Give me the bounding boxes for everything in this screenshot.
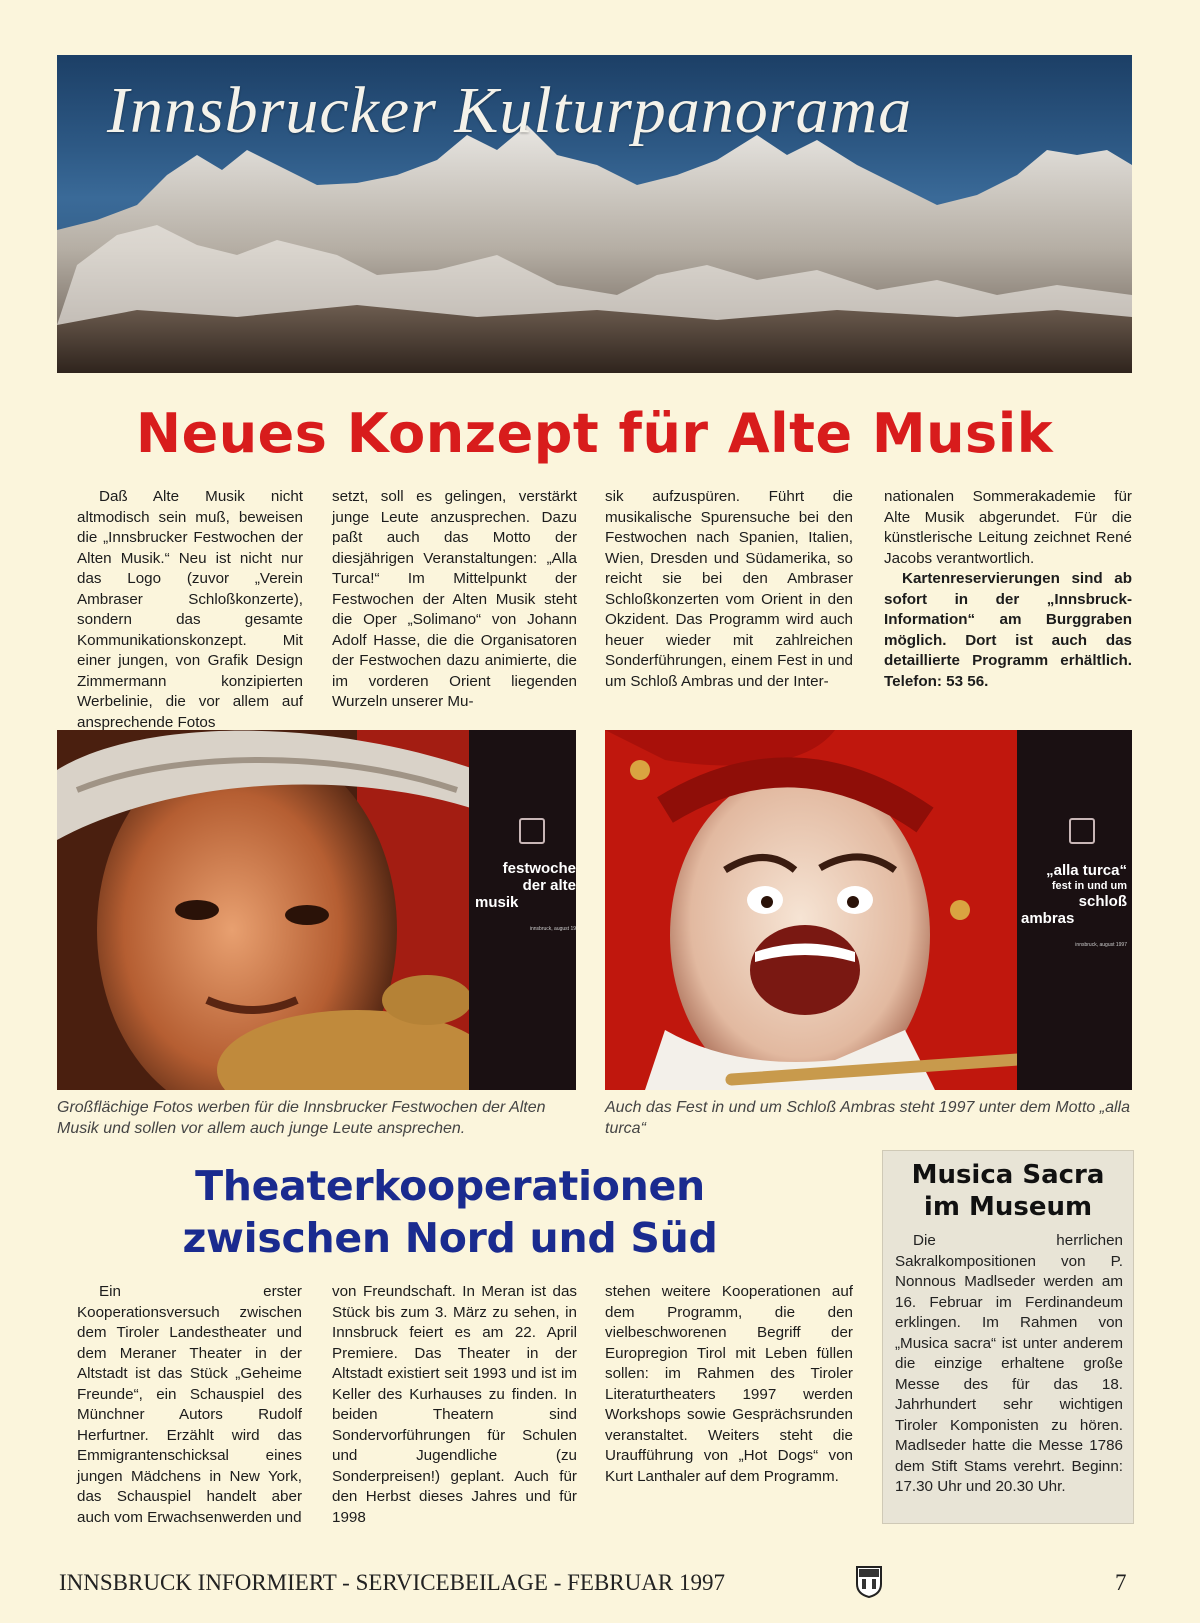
article-column: Ein erster Kooperationsversuch zwischen dem Tiroler Landestheater und dem Meraner Theater in der Altstadt ist das Stück „Geheime Freunde“, ein Schauspiel des Münchner Autors Rudolf Herfurtner. Erzählt wird das Emmigrantenschicksal eines jungen Mädchens in New York, das Schauspiel handelt aber auch vom Erwachsenwerden und: [77, 1283, 302, 1526]
festival-logo-icon: [519, 818, 545, 844]
poster-panel: festwoche der alte musik innsbruck, august 19: [469, 730, 576, 1090]
photo-alla-turca-poster: [605, 730, 1132, 1090]
article-column: Daß Alte Musik nicht altmodisch sein muß, beweisen die „Innsbrucker Festwochen der Alten Musik.“ Neu ist nicht nur das Logo (zuvor „Verein Ambraser Schloßkonzerte), sondern das gesamte Kommunikationskonzept. Mit einer jungen, von Grafik Design Zimmermann konzipierten Werbelinie, die vor allem auf ansprechende Fotos: [77, 488, 303, 731]
article-headline: Theaterkooperationen zwischen Nord und Süd: [182, 1162, 718, 1262]
sidebar-body: Die herrlichen Sakralkompositionen von P. Nonnous Madlseder werden am 16. Februar im Ferdinandeum erklingen. Im Rahmen von „Musica sacra“ ist unter anderem die einzige erhaltene große Messe des für das 18. Jahrhundert sehr wichtigen Tiroler Komponisten zu hören. Madlseder hatte die Messe 1786 dem Stift Stams verehrt. Beginn: 17.30 Uhr und 20.30 Uhr.: [895, 1232, 1123, 1495]
banner-title: Innsbrucker Kulturpanorama: [107, 74, 913, 147]
poster-panel: „alla turca“ fest in und um schloß ambras innsbruck, august 1997: [1017, 730, 1132, 1090]
article-column: nationalen Sommerakademie für Alte Musik abgerundet. Für die künstlerische Leitung zeichnet René Jacobs verantwortlich. Kartenreservierungen sind ab sofort in der „Innsbruck-Information“ am Burggraben möglich. Dort ist auch das detaillierte Programm erhältlich. Telefon: 53 56.: [884, 487, 1132, 692]
article-column: sik aufzuspüren. Führt die musikalische Spurensuche bei den Festwochen nach Spanien, Italien, Wien, Dresden und Südamerika, so reicht sie bei den Ambraser Schloßkonzerten vom Orient in den Okzident. Das Programm wird auch heuer wieder mit zahlreichen Sonderführungen, einem Fest in und um Schloß Ambras und der Inter-: [605, 488, 853, 690]
page-number: 7: [1115, 1570, 1127, 1595]
sidebar-box: [882, 1150, 1134, 1524]
photo-festwochen-poster: [57, 730, 576, 1090]
festival-logo-icon: [1069, 818, 1095, 844]
city-crest-icon: [856, 1566, 882, 1598]
article-column: stehen weitere Kooperationen auf dem Programm, die den vielbeschworenen Begriff der Europregion Tirol mit Leben füllen sollen: im Rahmen des Tiroler Literaturtheaters 1997 werden Workshops sowie Gesprächsrunden veranstaltet. Weiters steht die Uraufführung von „Hot Dogs“ von Kurt Lanthaler auf dem Programm.: [605, 1283, 853, 1485]
article-column: von Freundschaft. In Meran ist das Stück bis zum 3. März zu sehen, in Innsbruck feiert es am 22. April Premiere. Das Theater in der Altstadt existiert seit 1993 und ist im Keller des Kurhauses zu finden. In beiden Theatern sind Sondervorführungen für Schulen und Jugendliche (zu Sonderpreisen!) geplant. Auch für den Herbst dieses Jahres und für 1998: [332, 1283, 577, 1526]
article-column: setzt, soll es gelingen, verstärkt junge Leute anzusprechen. Dazu paßt auch das Motto der diesjährigen Veranstaltungen: „Alla Turca!“ Im Mittelpunkt der Festwochen der Alten Musik steht die Oper „Solimano“ von Johann Adolf Hasse, die die Organisatoren der Festwochen dazu animierte, die im vorderen Orient liegenden Wurzeln unserer Mu-: [332, 488, 577, 710]
banner-image: [57, 55, 1132, 373]
sidebar-title: Musica Sacra im Museum: [911, 1160, 1105, 1222]
photo-caption: Auch das Fest in und um Schloß Ambras steht 1997 unter dem Motto „alla turca“: [605, 1099, 1130, 1137]
article-headline: Neues Konzept für Alte Musik: [135, 402, 1054, 465]
footer-publication: INNSBRUCK INFORMIERT - SERVICEBEILAGE - FEBRUAR 1997: [59, 1570, 725, 1595]
ticket-info: Kartenreservierungen sind ab sofort in der „Innsbruck-Information“ am Burggraben möglich. Dort ist auch das detaillierte Programm erhältlich. Telefon: 53 56.: [884, 570, 1132, 690]
photo-caption: Großflächige Fotos werben für die Innsbrucker Festwochen der Alten Musik und sollen vor allem auch junge Leute ansprechen.: [57, 1099, 546, 1137]
